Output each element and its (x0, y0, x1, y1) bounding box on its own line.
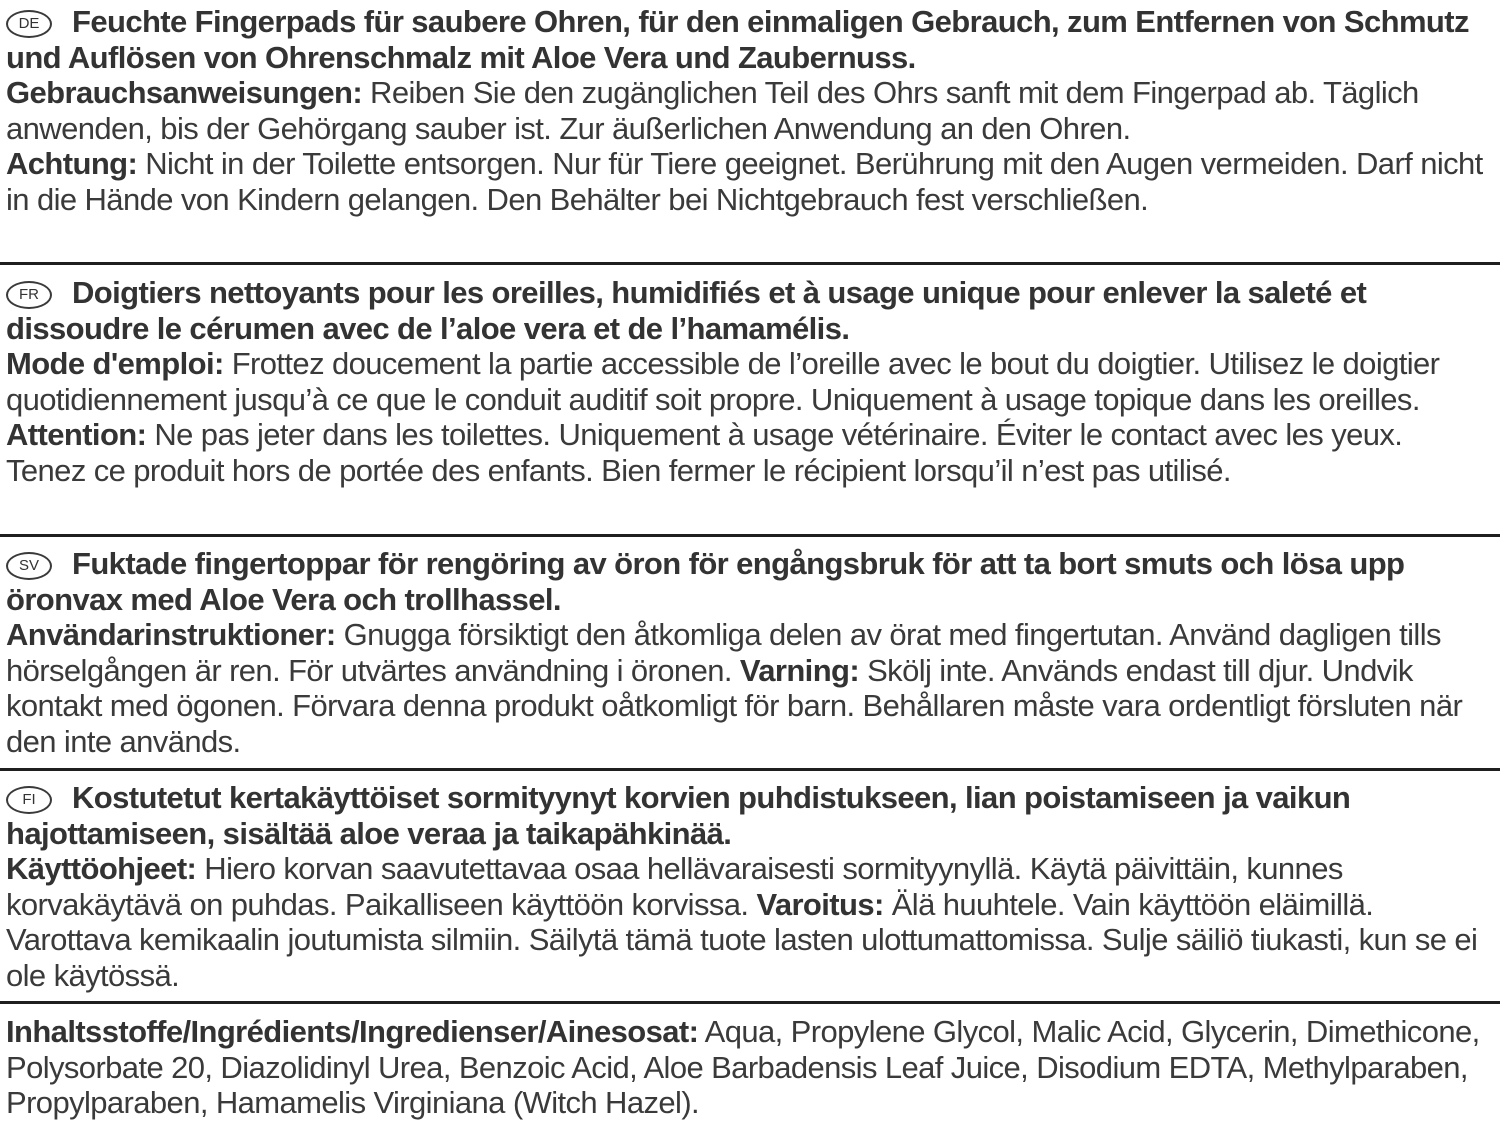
warning-label: Attention: (6, 417, 147, 452)
section-warning (6, 146, 1486, 217)
warning-label: Achtung: (6, 146, 138, 181)
section-title (6, 546, 1486, 617)
usage-text: Reiben Sie den zugänglichen Teil des Ohrs sanft mit dem Fingerpad ab. Täglich anwenden, bis der Gehörgang sauber ist. Zur äußerlichen Anwendung an den Ohren. (6, 75, 1419, 146)
ingredients-label: Inhaltsstoffe/Ingrédients/Ingredienser/Ainesosat: (6, 1014, 699, 1049)
language-badge-de: DE (6, 10, 52, 38)
title-text: Fuktade fingertoppar för rengöring av öron för engångsbruk för att ta bort smuts och lösa upp öronvax med Aloe Vera och trollhassel. (6, 546, 1405, 617)
section-body (6, 346, 1486, 488)
section-de (6, 4, 1486, 217)
warning-text: Nicht in der Toilette entsorgen. Nur für Tiere geeignet. Berührung mit den Augen vermeiden. Darf nicht in die Hände von Kindern gelangen. Den Behälter bei Nichtgebrauch fest verschließen. (6, 146, 1483, 217)
language-badge-fi: FI (6, 786, 52, 814)
ingredients-section (6, 1014, 1486, 1121)
ingredients-text: Aqua, Propylene Glycol, Malic Acid, Glycerin, Dimethicone, Polysorbate 20, Diazolidinyl Urea, Benzoic Acid, Aloe Barbadensis Leaf Juice, Disodium EDTA, Methylparaben, Propylparaben, Hamamelis Virginiana (Witch Hazel). (6, 1014, 1480, 1120)
section-sv (6, 546, 1486, 759)
section-fi (6, 780, 1486, 993)
language-badge-fr: FR (6, 281, 52, 309)
warning-label: Varoitus: (756, 886, 884, 922)
section-body (6, 851, 1486, 993)
section-title (6, 780, 1486, 851)
section-body (6, 75, 1486, 146)
warning-text: Älä huuhtele. Vain käyttöön eläimillä. Varottava kemikaalin joutumista silmiin. Säilytä tämä tuote lasten ulottumattomissa. Sulje säiliö tiukasti, kun se ei ole käytössä. (6, 886, 1478, 993)
warning-label: Varning: (739, 652, 860, 688)
section-title (6, 275, 1486, 346)
title-text: Kostutetut kertakäyttöiset sormityynyt korvien puhdistukseen, lian poistamiseen ja vaikun hajottamiseen, sisältää aloe veraa ja taikapähkinää. (6, 780, 1351, 851)
section-divider (0, 768, 1500, 771)
usage-text: Gnugga försiktigt den åtkomliga delen av örat med fingertutan. Använd dagligen tills hörselgången är ren. För utvärtes användning i öronen. (6, 617, 1441, 688)
usage-text: Frottez doucement la partie accessible de l’oreille avec le bout du doigtier. Utilisez le doigtier quotidiennement jusqu’à ce que le conduit auditif soit propre. Uniquement à usage topique dans les oreilles. (6, 346, 1440, 417)
title-text: Feuchte Fingerpads für saubere Ohren, für den einmaligen Gebrauch, zum Entfernen von Schmutz und Auflösen von Ohrenschmalz mit Aloe Vera und Zaubernuss. (6, 4, 1469, 75)
usage-label: Mode d'emploi: (6, 346, 224, 381)
section-body (6, 617, 1486, 759)
usage-label: Gebrauchsanweisungen: (6, 75, 363, 110)
ingredients-body (6, 1014, 1486, 1121)
section-divider (0, 1001, 1500, 1004)
section-divider (0, 262, 1500, 265)
warning-text: Ne pas jeter dans les toilettes. Uniquement à usage vétérinaire. Éviter le contact avec les yeux. Tenez ce produit hors de portée des enfants. Bien fermer le récipient lorsqu’il n’est pas utilisé. (6, 417, 1403, 488)
section-divider (0, 534, 1500, 537)
title-text: Doigtiers nettoyants pour les oreilles, humidifiés et à usage unique pour enlever la saleté et dissoudre le cérumen avec de l’aloe vera et de l’hamamélis. (6, 275, 1367, 346)
warning-text: Skölj inte. Används endast till djur. Undvik kontakt med ögonen. Förvara denna produkt oåtkomligt för barn. Behållaren måste vara ordentligt försluten när den inte används. (6, 652, 1463, 759)
section-fr (6, 275, 1486, 488)
usage-text: Hiero korvan saavutettavaa osaa hellävaraisesti sormityynyllä. Käytä päivittäin, kunnes korvakäytävä on puhdas. Paikalliseen käyttöön korvissa. (6, 851, 1343, 922)
usage-label: Käyttöohjeet: (6, 851, 197, 886)
language-badge-sv: SV (6, 552, 52, 580)
section-title (6, 4, 1486, 75)
usage-label: Användarinstruktioner: (6, 617, 336, 652)
